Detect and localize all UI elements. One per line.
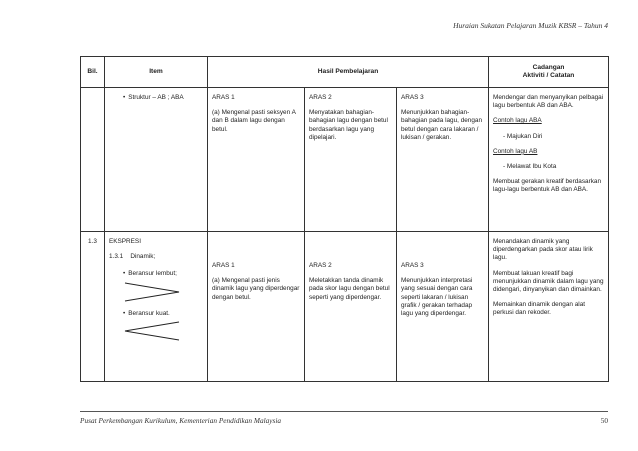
header-hasil: Hasil Pembelajaran [208, 57, 489, 88]
row2-aras1 [208, 232, 305, 382]
row2-aras3 [397, 232, 489, 382]
row1-aras3-label: ARAS 3 [401, 94, 424, 101]
syllabus-table [80, 56, 609, 382]
header-cadangan-line1: Cadangan [532, 63, 565, 71]
row2-item-sub-num: 1.3.1 [109, 253, 124, 261]
crescendo-icon [123, 320, 183, 342]
row1-aras2-label: ARAS 2 [309, 94, 332, 101]
row2-cad-2: Membuat lakuan kreatif bagi menunjukkan dinamik dalam lagu yang didengari, dinyanyikan dan dimainkan. [493, 269, 604, 294]
row1-aras3-text: Menunjukkan bahagian-bahagian pada lagu, dengan betul dengan cara lakaran / lukisan / gerakan. [401, 109, 483, 141]
header-cadangan-line2: Aktiviti / Catatan [522, 72, 575, 79]
row2-cad-1: Menandakan dinamik yang diperdengarkan pada skor atau lirik lagu. [493, 238, 593, 262]
row2-item-sub [109, 253, 203, 261]
row1-cad-3: - Majukan Diri [503, 132, 543, 140]
row2-cad-3: Memainkan dinamik dengan alat perkusi dan rekoder. [493, 301, 586, 317]
table-row [81, 88, 609, 232]
row1-aras1-label: ARAS 1 [212, 94, 235, 101]
page-number: 50 [600, 416, 608, 425]
row2-item-title: EKSPRESI [109, 238, 141, 245]
row2-item-sub-label: Dinamik; [130, 253, 156, 261]
table-row [81, 232, 609, 382]
row1-cadangan [489, 88, 609, 232]
row2-aras2-label: ARAS 2 [309, 262, 332, 269]
row2-aras3-text: Menunjukkan interpretasi yang sesuai dengan cara seperti lakaran / lukisan grafik / gerakan terhadap lagu yang diperdengar. [401, 277, 473, 318]
row2-cadangan [489, 232, 609, 382]
header-item: Item [105, 57, 208, 88]
row1-cad-1: Mendengar dan menyanyikan pelbagai lagu berbentuk AB dan ABA. [493, 94, 604, 110]
row1-item [105, 88, 208, 232]
row1-aras2-text: Menyatakan bahagian-bahagian lagu dengan betul berdasarkan lagu yang dipelajari. [309, 109, 388, 141]
row2-aras1-text: (a) Mengenal pasti jenis dinamik lagu yang diperdengar dengan betul. [212, 277, 300, 301]
row1-aras2 [305, 88, 397, 232]
row1-cad-2: Contoh lagu ABA [493, 117, 542, 125]
row1-aras1 [208, 88, 305, 232]
row1-cad-5: - Melawat Ibu Kota [503, 163, 557, 171]
row2-item-bullet-1: • Beransur lembut; [109, 270, 203, 278]
row1-bil [81, 88, 105, 232]
table-header-row [81, 57, 609, 88]
row1-cad-6: Membuat gerakan kreatif berdasarkan lagu-lagu berbentuk AB dan ABA. [493, 178, 602, 194]
row1-item-bullet: • Struktur – AB ; ABA [109, 94, 203, 102]
row1-aras3 [397, 88, 489, 232]
diminuendo-icon [123, 281, 183, 303]
row2-aras2 [305, 232, 397, 382]
footer-divider [80, 411, 608, 412]
page-header: Huraian Sukatan Pelajaran Muzik KBSR – Tahun 4 [453, 21, 608, 30]
row2-bil: 1.3 [81, 232, 105, 382]
row2-item-bullet-2: • Beransur kuat. [109, 310, 203, 318]
row2-aras1-label: ARAS 1 [212, 262, 235, 269]
footer-publisher: Pusat Perkembangan Kurikulum, Kementerian Pendidikan Malaysia [80, 416, 282, 425]
header-bil: Bil. [81, 57, 105, 88]
row2-aras3-label: ARAS 3 [401, 262, 424, 269]
header-cadangan [489, 57, 609, 88]
row1-cad-4: Contoh lagu AB [493, 147, 538, 155]
row1-aras1-text: (a) Mengenal pasti seksyen A dan B dalam lagu dengan betul. [212, 109, 296, 133]
row2-item [105, 232, 208, 382]
row2-aras2-text: Meletakkan tanda dinamik pada skor lagu dengan betul seperti yang diperdengar. [309, 277, 390, 301]
